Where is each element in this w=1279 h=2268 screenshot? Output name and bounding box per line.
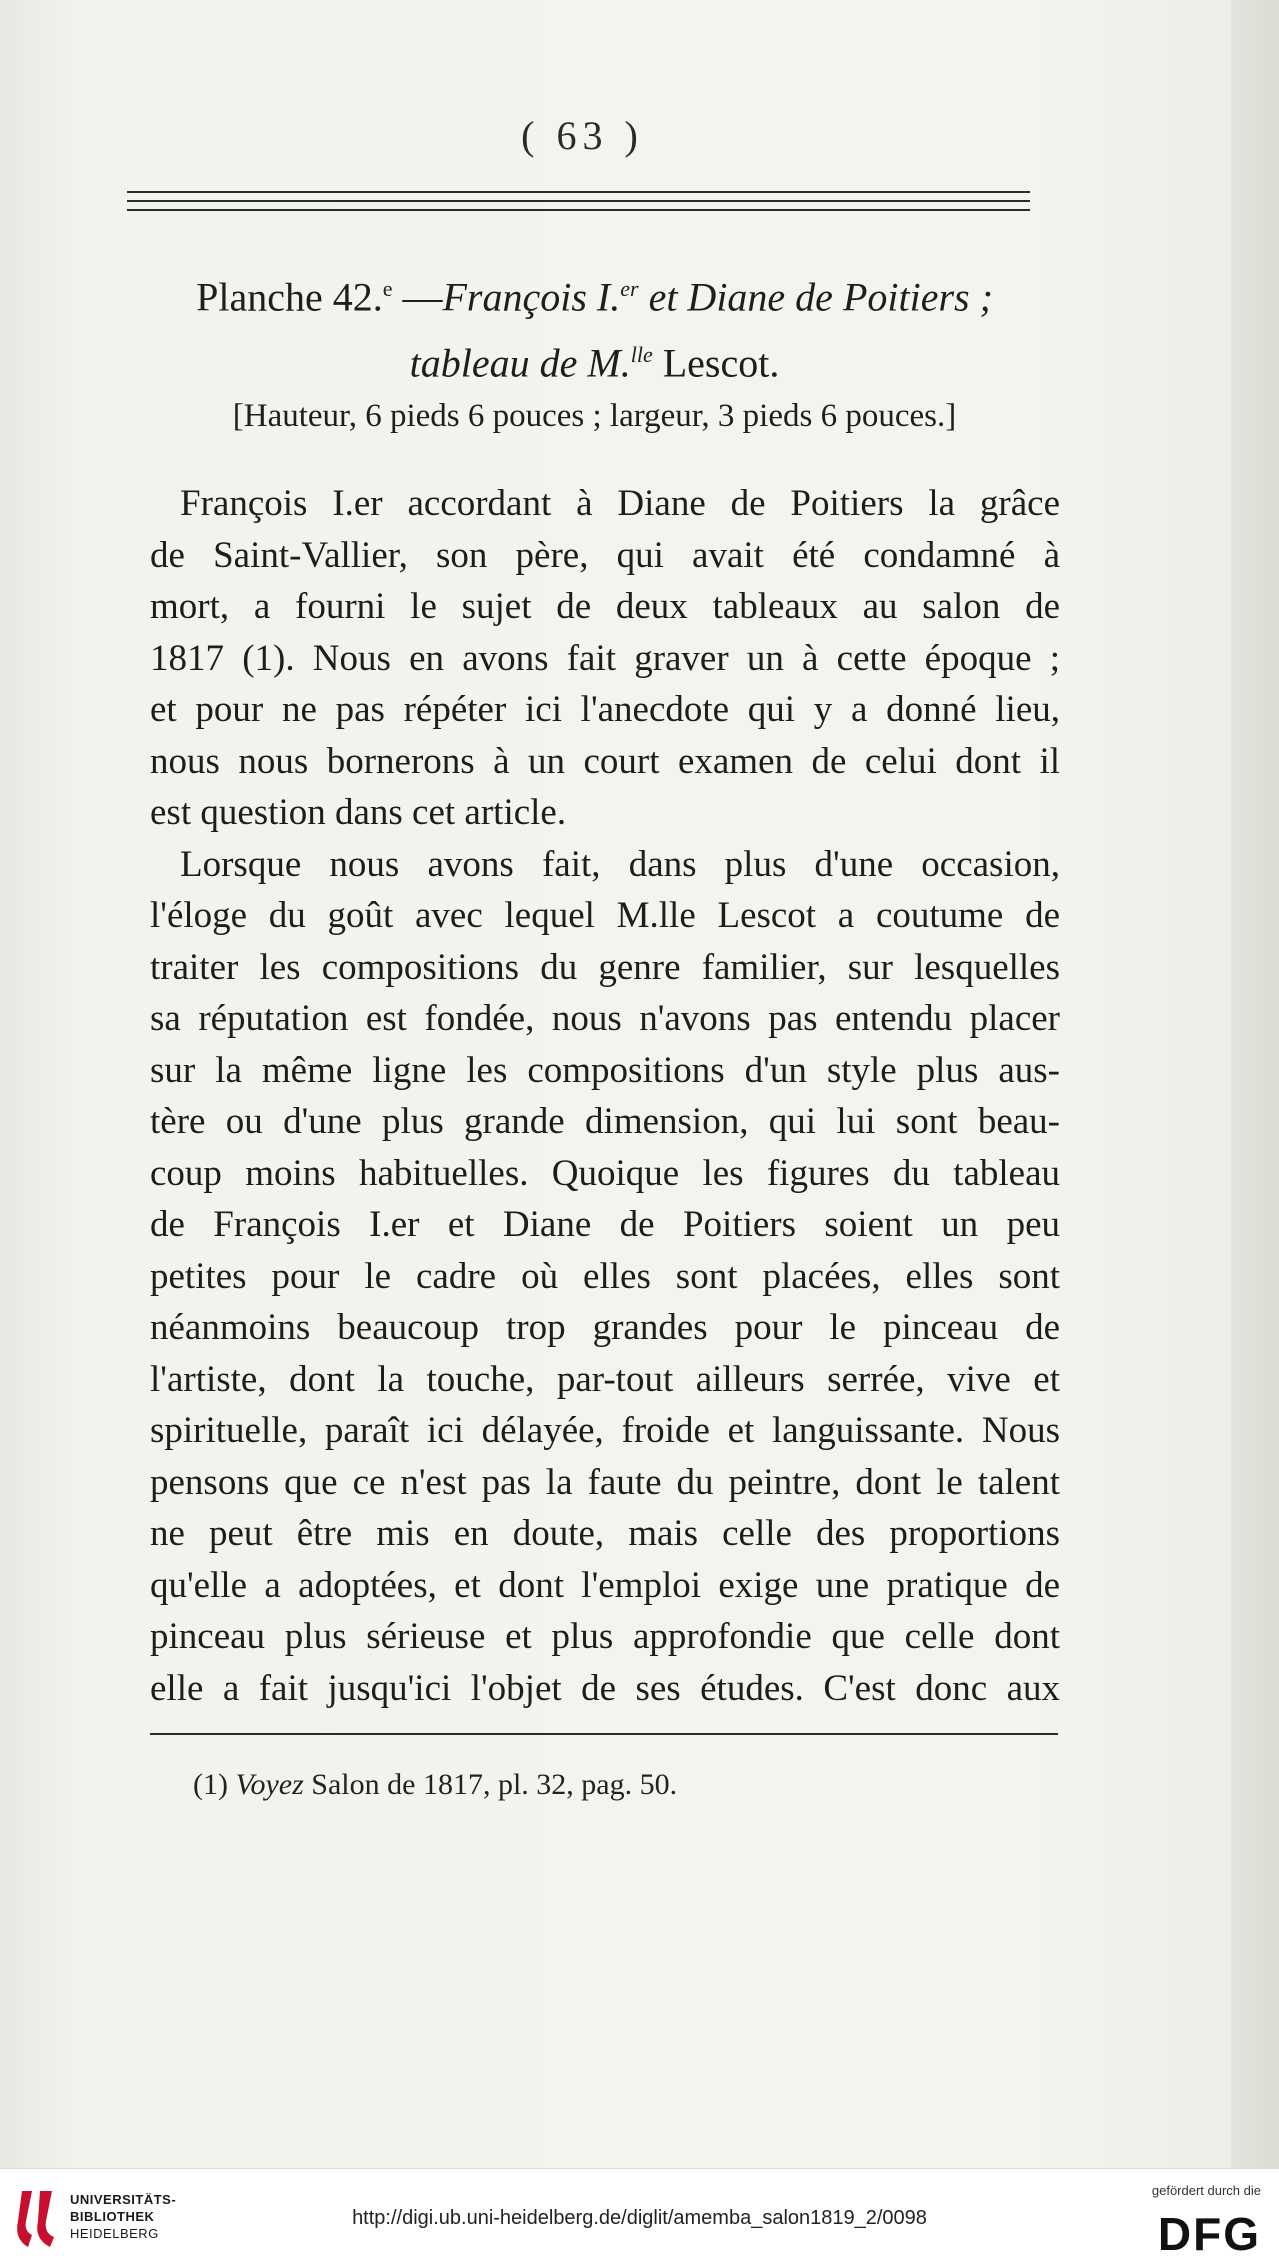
header-rule bbox=[127, 209, 1030, 211]
library-name-line: BIBLIOTHEK bbox=[70, 2209, 155, 2224]
text-line: spirituelle, paraît ici délayée, froide et languissante. Nous bbox=[150, 1410, 1060, 1451]
plate-number: Planche 42. bbox=[196, 274, 383, 320]
title-subject: François I. bbox=[442, 274, 621, 320]
text-line: sa réputation est fondée, nous n'avons pas entendu placer bbox=[150, 998, 1060, 1039]
header-rule bbox=[127, 191, 1030, 193]
text-line: traiter les compositions du genre familier, sur lesquelles bbox=[150, 946, 1060, 988]
text-line: petites pour le cadre où elles sont placées, elles sont bbox=[150, 1255, 1060, 1297]
footnote-marker: (1) bbox=[193, 1768, 236, 1801]
permalink-url[interactable]: http://digi.ub.uni-heidelberg.de/diglit/amemba_salon1819_2/0098 bbox=[352, 2207, 927, 2229]
page-number: ( 63 ) bbox=[521, 113, 644, 158]
text-line: François I.er accordant à Diane de Poitiers la grâce bbox=[180, 483, 1060, 524]
superscript: er bbox=[620, 276, 639, 301]
dfg-logo: DFG bbox=[1157, 2208, 1261, 2260]
body-text bbox=[150, 478, 1060, 1714]
text-line: 1817 (1). Nous en avons fait graver un à cette époque ; bbox=[150, 637, 1060, 679]
footer-bar bbox=[0, 2168, 1279, 2268]
footnote-text: Salon de 1817, pl. 32, pag. 50. bbox=[303, 1768, 678, 1801]
plate-title bbox=[127, 260, 1062, 393]
text-line: elle a fait jusqu'ici l'objet de ses études. C'est donc aux bbox=[150, 1667, 1060, 1709]
text-line: pinceau plus sérieuse et plus approfondie que celle dont bbox=[150, 1616, 1060, 1657]
title-subject: et Diane de Poitiers ; bbox=[638, 274, 993, 320]
artist-name: Lescot. bbox=[652, 340, 780, 386]
header-rule bbox=[127, 200, 1030, 202]
text-line: est question dans cet article. bbox=[150, 792, 567, 833]
text-line: coup moins habituelles. Quoique les figures du tableau bbox=[150, 1152, 1060, 1194]
text-line: l'artiste, dont la touche, par-tout ailleurs serrée, vive et bbox=[150, 1358, 1060, 1400]
text-line: de Saint-Vallier, son père, qui avait été condamné à bbox=[150, 534, 1060, 576]
library-name-line: HEIDELBERG bbox=[70, 2226, 159, 2241]
footnote-rule bbox=[150, 1733, 1058, 1735]
footnote-voyez: Voyez bbox=[235, 1768, 304, 1801]
dash: — bbox=[392, 274, 443, 320]
text-line: sur la même ligne les compositions d'un style plus aus- bbox=[150, 1049, 1060, 1091]
library-name-line: UNIVERSITÄTS- bbox=[70, 2192, 177, 2207]
text-line: Lorsque nous avons fait, dans plus d'une occasion, bbox=[180, 843, 1060, 885]
text-line: de François I.er et Diane de Poitiers soient un peu bbox=[150, 1204, 1060, 1245]
text-line: l'éloge du goût avec lequel M.lle Lescot a coutume de bbox=[150, 895, 1060, 936]
text-line: néanmoins beaucoup trop grandes pour le pinceau de bbox=[150, 1307, 1060, 1348]
superscript: lle bbox=[630, 342, 653, 368]
text-line: nous nous bornerons à un court examen de celui dont il bbox=[150, 740, 1060, 782]
funder-caption: gefördert durch die bbox=[1151, 2183, 1261, 2198]
dimensions: [Hauteur, 6 pieds 6 pouces ; largeur, 3 pieds 6 pouces.] bbox=[232, 398, 957, 434]
text-line: et pour ne pas répéter ici l'anecdote qui y a donné lieu, bbox=[150, 689, 1060, 730]
text-line: mort, a fourni le sujet de deux tableaux au salon de bbox=[150, 586, 1060, 627]
title-attribution: tableau de M. bbox=[409, 340, 631, 386]
text-line: pensons que ce n'est pas la faute du peintre, dont le talent bbox=[150, 1461, 1060, 1503]
text-line: tère ou d'une plus grande dimension, qui lui sont beau- bbox=[150, 1101, 1060, 1142]
page-edge bbox=[1231, 0, 1279, 2168]
text-line: ne peut être mis en doute, mais celle des proportions bbox=[150, 1513, 1060, 1554]
superscript: e bbox=[382, 276, 393, 301]
footnote bbox=[193, 1768, 677, 1802]
text-line: qu'elle a adoptées, et dont l'emploi exige une pratique de bbox=[150, 1564, 1060, 1606]
